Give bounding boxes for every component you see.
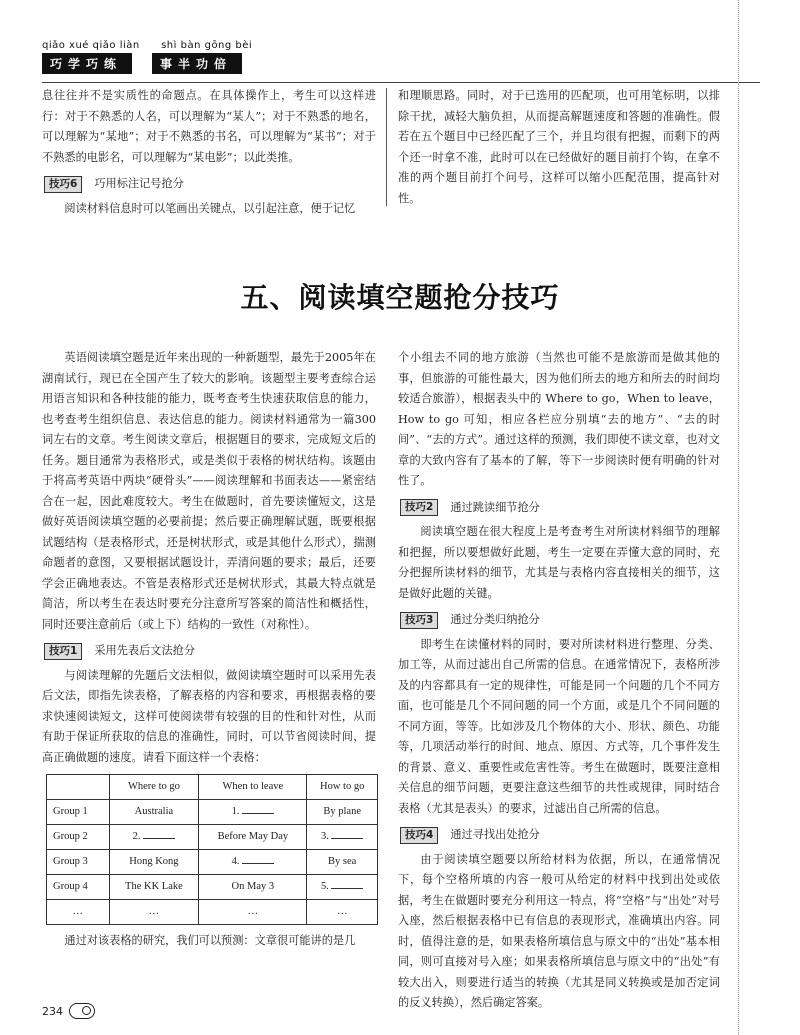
table-cell: … [307, 900, 378, 925]
skill-1-heading [42, 641, 376, 662]
header-pinyin [42, 40, 252, 51]
publisher-logo-icon [69, 1003, 95, 1019]
column-divider [386, 88, 387, 206]
top-left-column [42, 86, 376, 219]
left-column [42, 348, 376, 952]
table-cell: … [109, 900, 199, 925]
table-row [47, 800, 378, 825]
table-cell: Australia [109, 800, 199, 825]
header-pinyin-right: shì bàn gōng bèi [161, 40, 253, 51]
skill-6-heading [42, 174, 376, 195]
table-header-cell: When to leave [199, 775, 307, 800]
section-title: 五、阅读填空题抢分技巧 [240, 281, 560, 314]
right-continuation-paragraph: 个小组去不同的地方旅游（当然也可能不是旅游而是做其他的事，但旅游的可能性最大，因为他们所去的地方和所去的时间均较适合旅游），根据表头中的 Where to go，When to leave，How to go 可知，相应各栏应分别填“去的地方”、“去的时间”、“去的方式”。通过这样的预测，我们即使不读文章，也对文章的大致内容有了基本的了解，等下一步阅读时便有明确的针对性了。 [398, 351, 720, 487]
table-cell: Group 1 [47, 800, 110, 825]
table-blank-cell: 1. [199, 800, 307, 825]
skill-1-paragraph: 与阅读理解的先题后文法相似，做阅读填空题时可以采用先表后文法，即指先读表格，了解表格的内容和要求，再根据表格的要求快速阅读短文，这样可使阅读带有较强的目的性和针对性，从而有助于保证所获取的信息的准确性，同时，可以节省阅读时间，提高正确做题的速度。请看下面这样一个表格： [42, 668, 376, 764]
skill-3-label: 通过分类归纳抢分 [450, 613, 540, 626]
skill-4-heading [398, 825, 720, 846]
table-row [47, 875, 378, 900]
skill-tag-4: 技巧4 [400, 827, 438, 844]
skill-3-paragraph: 即考生在读懂材料的同时，要对所读材料进行整理、分类、加工等，从而过滤出自己所需的信息。在通常情况下，表格所涉及的内容都具有一定的规律性，可能是同一个问题的几个不同方面，也可能是几个不同问题的同一个方面，或是几个不同问题的不同方面，等等。比如涉及几个物体的大小、形状、颜色、功能等，几项活动举行的时间、地点、原因、方式等，几个事件发生的背景、意义、重要性或危害性等。考生在做题时，既要注意相关信息的细节问题，更要注意这些细节的共性或规律，同时结合表格（尤其是表头）的要求，过滤出自己所需的信息。 [398, 637, 720, 815]
skill-tag-1: 技巧1 [44, 643, 82, 660]
table-blank-cell: 4. [199, 850, 307, 875]
header-pinyin-left: qiǎo xué qiǎo liàn [42, 40, 140, 51]
after-table-paragraph: 通过对该表格的研究，我们可以预测：文章很可能讲的是几 [64, 934, 356, 947]
skill-tag-3: 技巧3 [400, 612, 438, 629]
page-edge [738, 0, 740, 1035]
skill-4-paragraph: 由于阅读填空题要以所给材料为依据，所以，在通常情况下，每个空格所填的内容一般可从给定的材料中找到出处或依据，考生在做题时要充分利用这一特点，将“空格”与“出处”对号入座，然后根据表格中已有信息的表现形式，准确填出内容。同时，值得注意的是，如果表格所填信息与原文中的“出处”基本相同，则可直接对号入座；如果表格所填信息与原文中的“出处”有较大出入，则要进行适当的转换（尤其是同义转换或是加否定词的反义转换），然后确定答案。 [398, 852, 720, 1009]
skill-6-paragraph: 阅读材料信息时可以笔画出关键点，以引起注意，便于记忆 [64, 201, 356, 215]
table-row [47, 825, 378, 850]
skill-6-label: 巧用标注记号抢分 [94, 177, 184, 190]
table-cell: Group 4 [47, 875, 110, 900]
table-header-cell: Where to go [109, 775, 199, 800]
running-header [42, 40, 252, 74]
page-footer [42, 1003, 95, 1019]
table-cell: … [47, 900, 110, 925]
table-blank-cell: 2. [109, 825, 199, 850]
header-label-left: 巧学巧练 [42, 53, 132, 74]
table-header-cell [47, 775, 110, 800]
table-header-row [47, 775, 378, 800]
right-column [398, 348, 720, 1014]
skill-3-heading [398, 610, 720, 631]
table-cell: Group 2 [47, 825, 110, 850]
top-right-column [398, 86, 720, 209]
table-cell: Before May Day [199, 825, 307, 850]
table-row [47, 900, 378, 925]
table-cell: … [199, 900, 307, 925]
intro-paragraph: 英语阅读填空题是近年来出现的一种新题型，最先于2005年在湖南试行，现已在全国产生了较大的影响。该题型主要考查综合运用语言知识和各种技能的能力，既考查考生快速获取信息的能力，也考查考生组织信息、表达信息的能力。阅读材料通常为一篇300词左右的文章。考生阅读文章后，根据题目的要求，完成短文后的任务。题目通常为表格形式，或是类似于表格的树状结构。该题由于将高考英语中两块“硬骨头”——阅读理解和书面表达——紧密结合在一起，因此难度较大。考生在做题时，首先要读懂短文，这是做好英语阅读填空题的必要前提；然后要正确理解试题，既要根据试题结构（是表格形式，还是树状形式，或是其他什么形式），揣测命题者的意图，又要根据试题设计，弄清问题的要求；最后，还要学会正确地表达。不管是表格形式还是树状形式，其最大特点就是简洁，所以考生在表达时要充分注意所写答案的简洁性和概括性，同时还要注意前后（或上下）结构的一致性（对称性）。 [42, 351, 376, 631]
skill-tag-2: 技巧2 [400, 499, 438, 516]
top-left-paragraph: 息往往并不是实质性的命题点。在具体操作上，考生可以这样进行：对于不熟悉的人名，可以理解为“某人”；对于不熟悉的地名，可以理解为“某地”；对于不熟悉的书名，可以理解为“某书”；对于不熟悉的电影名，可以理解为“某电影”；以此类推。 [42, 89, 376, 164]
table-cell: Hong Kong [109, 850, 199, 875]
table-cell: By plane [307, 800, 378, 825]
page-number: 234 [42, 1004, 63, 1018]
skill-2-label: 通过跳读细节抢分 [450, 500, 540, 514]
table-cell: By sea [307, 850, 378, 875]
skill-4-label: 通过寻找出处抢分 [450, 828, 540, 841]
table-row [47, 850, 378, 875]
table-blank-cell: 5. [307, 875, 378, 900]
table-header-cell: How to go [307, 775, 378, 800]
header-rule [42, 82, 760, 83]
skill-2-paragraph: 阅读填空题在很大程度上是考查考生对所读材料细节的理解和把握，所以要想做好此题，考生一定要在弄懂大意的同时，充分把握所读材料的细节，尤其是与表格内容直接相关的细节，这是做好此题的关键。 [398, 525, 720, 600]
skill-2-heading [398, 498, 720, 519]
header-label-right: 事半功倍 [152, 53, 242, 74]
skill-1-label: 采用先表后文法抢分 [94, 644, 196, 657]
skill-tag-6: 技巧6 [44, 176, 82, 193]
example-table [46, 774, 378, 925]
table-cell: On May 3 [199, 875, 307, 900]
top-right-paragraph: 和理顺思路。同时，对于已选用的匹配项，也可用笔标明，以排除干扰，减轻大脑负担，从而提高解题速度和答题的准确性。假若在五个题目中已经匹配了三个，并且均很有把握，而剩下的两个还一时拿不准，此时可以在已经做好的题目前打个钩，在拿不准的两个题目前打个问号，这样可以缩小匹配范围，提高针对性。 [398, 89, 720, 205]
table-cell: Group 3 [47, 850, 110, 875]
table-blank-cell: 3. [307, 825, 378, 850]
table-cell: The KK Lake [109, 875, 199, 900]
